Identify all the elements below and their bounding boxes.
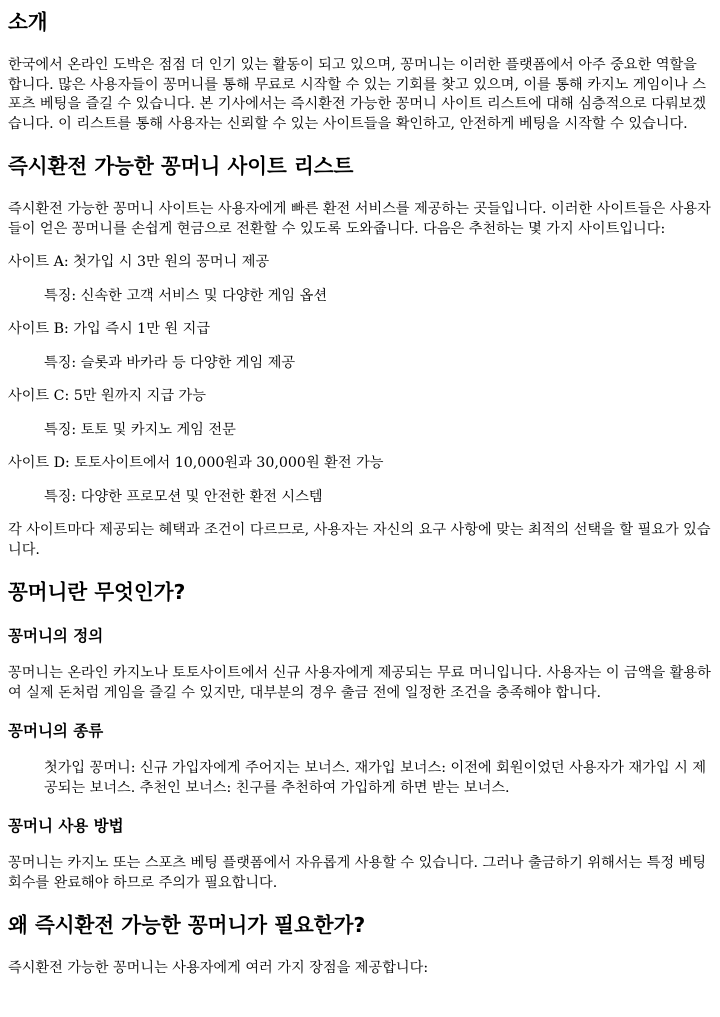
- site-list-closing: 각 사이트마다 제공되는 혜택과 조건이 다르므로, 사용자는 자신의 요구 사항에 맞는 최적의 선택을 할 필요가 있습니다.: [8, 522, 711, 558]
- site-b-feature: 특징: 슬롯과 바카라 등 다양한 게임 제공: [44, 354, 296, 371]
- why-needed-paragraph: 즉시환전 가능한 꽁머니는 사용자에게 여러 가지 장점을 제공합니다:: [8, 960, 429, 976]
- site-a-feature: 특징: 신속한 고객 서비스 및 다양한 게임 옵션: [44, 287, 328, 304]
- site-d-feature: 특징: 다양한 프로모션 및 안전한 환전 시스템: [44, 488, 323, 505]
- intro-heading: 소개: [8, 10, 48, 34]
- why-needed-heading: 왜 즉시환전 가능한 꽁머니가 필요한가?: [8, 913, 366, 937]
- site-d-title: 사이트 D: 토토사이트에서 10,000원과 30,000원 환전 가능: [8, 455, 384, 471]
- definition-paragraph: 꽁머니는 온라인 카지노나 토토사이트에서 신규 사용자에게 제공되는 무료 머니입니다. 사용자는 이 금액을 활용하여 실제 돈처럼 게임을 즐길 수 있지만, 대부분의 경우 출금 전에 일정한 조건을 충족해야 합니다.: [8, 665, 711, 701]
- intro-paragraph: 한국에서 온라인 도박은 점점 더 인기 있는 활동이 되고 있으며, 꽁머니는 이러한 플랫폼에서 아주 중요한 역할을 합니다. 많은 사용자들이 꽁머니를 통해 무료로 시작할 수 있는 기회를 찾고 있으며, 이를 통해 카지노 게임이나 스포츠 베팅을 즐길 수 있습니다. 본 기사에서는 즉시환전 가능한 꽁머니 사이트 리스트에 대해 심층적으로 다뤄보겠습니다. 이 리스트를 통해 사용자는 신뢰할 수 있는 사이트들을 확인하고, 안전하게 베팅을 시작할 수 있습니다.: [8, 57, 707, 132]
- what-is-heading: 꽁머니란 무엇인가?: [8, 580, 186, 604]
- types-heading: 꽁머니의 종류: [8, 722, 104, 740]
- usage-heading: 꽁머니 사용 방법: [8, 817, 124, 835]
- site-c-feature: 특징: 토토 및 카지노 게임 전문: [44, 421, 236, 438]
- site-list-heading: 즉시환전 가능한 꽁머니 사이트 리스트: [8, 154, 354, 178]
- usage-paragraph: 꽁머니는 카지노 또는 스포츠 베팅 플랫폼에서 자유롭게 사용할 수 있습니다. 그러나 출금하기 위해서는 특정 베팅 회수를 완료해야 하므로 주의가 필요합니다.: [8, 855, 707, 891]
- definition-heading: 꽁머니의 정의: [8, 627, 104, 645]
- site-a-title: 사이트 A: 첫가입 시 3만 원의 꽁머니 제공: [8, 254, 270, 270]
- types-paragraph: 첫가입 꽁머니: 신규 가입자에게 주어지는 보너스. 재가입 보너스: 이전에 회원이었던 사용자가 재가입 시 제공되는 보너스. 추천인 보너스: 친구를 추천하여 가입하게 하면 받는 보너스.: [44, 760, 707, 796]
- site-b-title: 사이트 B: 가입 즉시 1만 원 지급: [8, 321, 211, 337]
- site-list-paragraph: 즉시환전 가능한 꽁머니 사이트는 사용자에게 빠른 환전 서비스를 제공하는 곳들입니다. 이러한 사이트들은 사용자들이 얻은 꽁머니를 손쉽게 현금으로 전환할 수 있도록 도와줍니다. 다음은 추천하는 몇 가지 사이트입니다:: [8, 201, 711, 237]
- site-c-title: 사이트 C: 5만 원까지 지급 가능: [8, 388, 206, 404]
